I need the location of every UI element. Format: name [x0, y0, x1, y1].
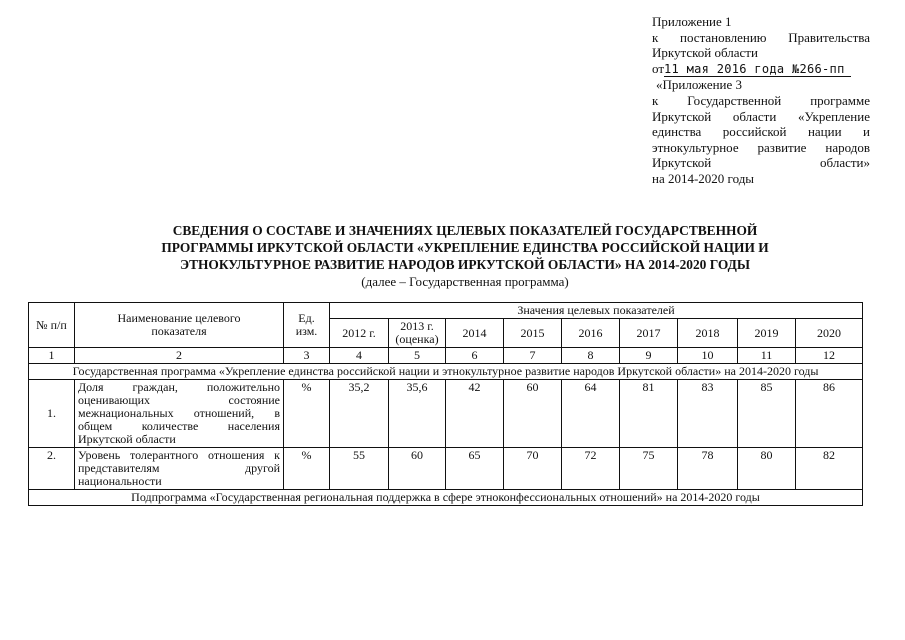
header-name: Наименование целевого показателя — [75, 303, 284, 348]
column-number: 8 — [562, 348, 620, 364]
header-year: 2017 — [620, 319, 678, 348]
indicator-value: 81 — [620, 380, 678, 448]
subprogram-row — [29, 490, 863, 506]
subprogram-title-cell: Подпрограмма «Государственная региональная поддержка в сфере этноконфессиональных отношений» на 2014-2020 годы — [29, 490, 863, 506]
title-line: ПРОГРАММЫ ИРКУТСКОЙ ОБЛАСТИ «УКРЕПЛЕНИЕ ЕДИНСТВА РОССИЙСКОЙ НАЦИИ И — [161, 240, 769, 255]
document-title — [90, 222, 840, 273]
header-num: № п/п — [29, 303, 75, 348]
header-line-region: Иркутской области — [652, 45, 758, 61]
title-line: СВЕДЕНИЯ О СОСТАВЕ И ЗНАЧЕНИЯХ ЦЕЛЕВЫХ ПОКАЗАТЕЛЕЙ ГОСУДАРСТВЕННОЙ — [172, 223, 758, 238]
indicator-value: 35,6 — [389, 380, 446, 448]
header-year: 2012 г. — [330, 319, 389, 348]
indicator-value: 35,2 — [330, 380, 389, 448]
column-number: 10 — [678, 348, 738, 364]
header-appendix3-line: «Приложение 3 — [656, 77, 743, 93]
column-number: 5 — [389, 348, 446, 364]
document-subtitle: (далее – Государственная программа) — [361, 274, 569, 289]
date-stamp: 11 мая 2016 года №266-пп — [664, 62, 851, 77]
indicator-value: 60 — [504, 380, 562, 448]
header-year: 2018 — [678, 319, 738, 348]
header-year: 2020 — [796, 319, 863, 348]
column-number: 1 — [29, 348, 75, 364]
header-appendix3-line: единства российской нации и — [652, 124, 870, 140]
header-appendix3-line: на 2014-2020 годы — [652, 170, 755, 186]
header-appendix3-line: этнокультурное развитие народов — [652, 139, 870, 155]
header-appendix3-line: Иркутской области «Укрепление — [652, 108, 870, 124]
indicator-unit: % — [284, 448, 330, 490]
header-year: 2016 — [562, 319, 620, 348]
approval-header — [652, 14, 870, 187]
table-header-row — [29, 303, 863, 319]
header-appendix3-line: Иркутской области» — [652, 155, 870, 171]
column-number: 4 — [330, 348, 389, 364]
program-row — [29, 364, 863, 380]
indicator-value: 60 — [389, 448, 446, 490]
indicator-value: 64 — [562, 380, 620, 448]
table-row — [29, 380, 863, 448]
column-number: 7 — [504, 348, 562, 364]
row-number: 1. — [29, 380, 75, 448]
indicator-value: 65 — [446, 448, 504, 490]
header-date-line — [652, 61, 870, 78]
indicator-value: 86 — [796, 380, 863, 448]
indicator-value: 82 — [796, 448, 863, 490]
column-numbers-row — [29, 348, 863, 364]
indicator-value: 78 — [678, 448, 738, 490]
column-number: 3 — [284, 348, 330, 364]
header-year: 2015 — [504, 319, 562, 348]
indicators-table — [28, 302, 863, 506]
date-prefix: от — [652, 60, 665, 76]
indicator-value: 80 — [738, 448, 796, 490]
header-year: 2014 — [446, 319, 504, 348]
column-number: 6 — [446, 348, 504, 364]
header-values-group: Значения целевых показателей — [330, 303, 863, 319]
indicator-value: 55 — [330, 448, 389, 490]
indicator-value: 83 — [678, 380, 738, 448]
indicator-value: 72 — [562, 448, 620, 490]
header-unit: Ед. изм. — [284, 303, 330, 348]
column-number: 2 — [75, 348, 284, 364]
header-appendix3-line: к Государственной программе — [652, 92, 870, 108]
indicator-name: Уровень толерантного отношения к представителям другой национальности — [75, 448, 284, 490]
program-title-cell: Государственная программа «Укрепление единства российской нации и этнокультурное развитие народов Иркутской области» на 2014-2020 годы — [29, 364, 863, 380]
title-line: ЭТНОКУЛЬТУРНОЕ РАЗВИТИЕ НАРОДОВ ИРКУТСКОЙ ОБЛАСТИ» НА 2014-2020 ГОДЫ — [180, 257, 750, 272]
header-line-appendix: Приложение 1 — [652, 14, 732, 29]
indicator-value: 42 — [446, 380, 504, 448]
header-line-resolution: к постановлению Правительства — [652, 29, 870, 45]
indicator-value: 75 — [620, 448, 678, 490]
column-number: 11 — [738, 348, 796, 364]
indicator-unit: % — [284, 380, 330, 448]
table-row — [29, 448, 863, 490]
indicator-name: Доля граждан, положительно оценивающих состояние межнациональных отношений, в общем количестве населения Иркутской области — [75, 380, 284, 448]
column-number: 9 — [620, 348, 678, 364]
header-year: 2013 г. (оценка) — [389, 319, 446, 348]
row-number: 2. — [29, 448, 75, 490]
indicator-value: 85 — [738, 380, 796, 448]
header-year: 2019 — [738, 319, 796, 348]
indicator-value: 70 — [504, 448, 562, 490]
column-number: 12 — [796, 348, 863, 364]
